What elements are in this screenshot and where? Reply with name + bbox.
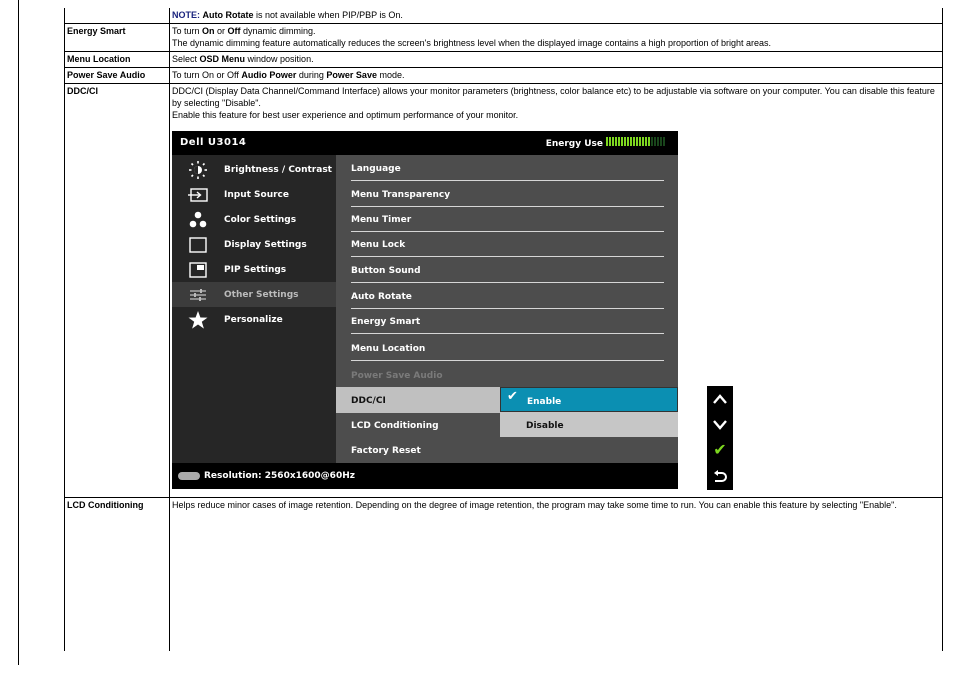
osd-menu-label: Other Settings <box>224 290 299 300</box>
row-description <box>170 52 943 68</box>
osd-submenu-label: Language <box>351 164 401 174</box>
check-icon: ✔ <box>507 389 518 404</box>
energy-bar-segment <box>642 137 644 146</box>
osd-title: Dell U3014 <box>180 137 247 148</box>
osd-submenu-item-menu-timer[interactable] <box>336 206 678 232</box>
row-description <box>170 8 943 24</box>
osd-option-enable[interactable] <box>500 387 678 412</box>
brightness-icon <box>188 161 208 179</box>
osd-menu-item-brightness[interactable] <box>172 157 336 182</box>
text: To turn On or Off <box>172 70 242 80</box>
osd-submenu-label: Button Sound <box>351 266 421 276</box>
osd-submenu-item-ddc-ci[interactable] <box>336 387 500 413</box>
osd-submenu-label: LCD Conditioning <box>351 421 439 431</box>
table-row <box>65 52 943 68</box>
energy-bar-segment <box>636 137 638 146</box>
row-description <box>170 84 943 498</box>
energy-use-meter <box>546 137 666 150</box>
osd-submenu-item-factory-reset[interactable] <box>336 437 678 463</box>
energy-bar-segment <box>624 137 626 146</box>
osd-main-menu <box>172 155 336 463</box>
text-bold: Power Save <box>326 70 377 80</box>
osd-submenu-label: Menu Location <box>351 344 426 354</box>
energy-bar-segment <box>651 137 653 146</box>
osd-menu-label: Display Settings <box>224 240 307 250</box>
osd-option-label: Enable <box>527 397 562 407</box>
energy-bar-segment <box>621 137 623 146</box>
color-settings-icon <box>188 211 208 229</box>
table-row <box>65 68 943 84</box>
osd-menu-label: Brightness / Contrast <box>224 165 332 175</box>
energy-bar-segment <box>627 137 629 146</box>
divider <box>351 333 664 334</box>
osd-submenu-item-energy-smart[interactable] <box>336 308 678 334</box>
osd-menu-item-input-source[interactable] <box>172 182 336 207</box>
down-arrow-icon[interactable] <box>707 412 733 438</box>
text: dynamic dimming. <box>240 26 316 36</box>
row-label: DDC/CI <box>65 84 170 498</box>
back-icon[interactable] <box>707 464 733 490</box>
text: window position. <box>245 54 314 64</box>
osd-submenu-item-auto-rotate[interactable] <box>336 283 678 309</box>
row-description <box>170 24 943 52</box>
osd-menu-label: Personalize <box>224 315 283 325</box>
star-icon <box>188 311 208 329</box>
table-row <box>65 498 943 652</box>
text-bold: Audio Power <box>241 70 297 80</box>
display-settings-icon <box>188 236 208 254</box>
energy-bar-segment <box>639 137 641 146</box>
energy-bar-segment <box>633 137 635 146</box>
osd-submenu-item-power-save-audio[interactable] <box>336 362 678 388</box>
osd-submenu-label: Energy Smart <box>351 317 421 327</box>
osd-submenu-label: Menu Timer <box>351 215 412 225</box>
osd-submenu <box>336 155 678 463</box>
settings-table <box>64 8 943 651</box>
osd-header <box>172 131 678 155</box>
text-bold: On <box>202 26 215 36</box>
pip-settings-icon <box>188 261 208 279</box>
osd-submenu-item-menu-lock[interactable] <box>336 231 678 257</box>
input-source-icon <box>188 186 208 204</box>
row-label: Menu Location <box>65 52 170 68</box>
energy-bar-segment <box>612 137 614 146</box>
row-label: Power Save Audio <box>65 68 170 84</box>
energy-bar-segment <box>606 137 608 146</box>
osd-nav-buttons <box>707 386 733 490</box>
energy-bar-segment <box>645 137 647 146</box>
page-left-rule <box>18 0 19 665</box>
osd-option-label: Disable <box>526 421 564 431</box>
text: during <box>296 70 327 80</box>
osd-submenu-item-menu-transparency[interactable] <box>336 181 678 207</box>
note-text: is not available when PIP/PBP is On. <box>253 10 403 20</box>
energy-smart-line2: The dynamic dimming feature automatically reduces the screen's brightness level when the displayed image contains a high proportion of bright areas. <box>172 38 772 48</box>
display-port-icon <box>178 472 200 480</box>
energy-bar-segment <box>609 137 611 146</box>
osd-submenu-label: Power Save Audio <box>351 371 443 381</box>
osd-submenu-label: Menu Transparency <box>351 190 451 200</box>
osd-menu-screenshot <box>172 131 678 489</box>
text: To turn <box>172 26 203 36</box>
osd-menu-label: Color Settings <box>224 215 297 225</box>
energy-bar-segment <box>615 137 617 146</box>
osd-option-disable[interactable] <box>500 412 678 437</box>
osd-submenu-label: DDC/CI <box>351 396 386 406</box>
energy-bar-segment <box>648 137 650 146</box>
ddc-ci-paragraph: Enable this feature for best user experience and optimum performance of your monitor. <box>172 110 519 120</box>
table-row <box>65 24 943 52</box>
osd-menu-item-display-settings[interactable] <box>172 232 336 257</box>
osd-submenu-label: Factory Reset <box>351 446 421 456</box>
ddc-ci-paragraph: DDC/CI (Display Data Channel/Command Interface) allows your monitor parameters (brightness, color balance etc) to be adjustable via software on your computer. You can disable this feature by selecting "Disable". <box>172 86 935 108</box>
energy-bar-segment <box>660 137 662 146</box>
energy-bar-segment <box>630 137 632 146</box>
row-label: LCD Conditioning <box>65 498 170 652</box>
osd-menu-label: Input Source <box>224 190 289 200</box>
osd-menu-item-personalize[interactable] <box>172 307 336 332</box>
row-label <box>65 8 170 24</box>
osd-menu-item-other-settings[interactable] <box>172 282 336 307</box>
row-description: Helps reduce minor cases of image retention. Depending on the degree of image retention, the program may take some time to run. You can enable this feature by selecting "Enable". <box>170 498 943 652</box>
divider <box>351 360 664 361</box>
energy-bar-segment <box>618 137 620 146</box>
text: Select <box>172 54 200 64</box>
table-row <box>65 8 943 24</box>
energy-bar-segment <box>657 137 659 146</box>
energy-bar-segment <box>654 137 656 146</box>
energy-bars <box>606 137 666 150</box>
note-label: NOTE: <box>172 10 200 20</box>
osd-footer <box>172 463 678 489</box>
row-label: Energy Smart <box>65 24 170 52</box>
note-bold-text: Auto Rotate <box>202 10 254 20</box>
row-description <box>170 68 943 84</box>
osd-submenu-label: Menu Lock <box>351 240 406 250</box>
text: or <box>214 26 228 36</box>
osd-menu-item-pip-settings[interactable] <box>172 257 336 282</box>
text-bold: OSD Menu <box>199 54 246 64</box>
osd-submenu-item-language[interactable] <box>336 155 678 181</box>
text: mode. <box>376 70 405 80</box>
osd-menu-label: PIP Settings <box>224 265 287 275</box>
check-icon[interactable]: ✔ <box>713 442 727 459</box>
osd-submenu-item-button-sound[interactable] <box>336 257 678 283</box>
osd-menu-item-color-settings[interactable] <box>172 207 336 232</box>
energy-smart-line1 <box>172 25 940 37</box>
osd-submenu-item-menu-location[interactable] <box>336 335 678 361</box>
other-settings-icon <box>188 286 208 304</box>
osd-submenu-label: Auto Rotate <box>351 292 412 302</box>
up-arrow-icon[interactable] <box>707 386 733 412</box>
resolution-text: Resolution: 2560x1600@60Hz <box>204 471 355 481</box>
table-row <box>65 84 943 498</box>
text-bold: Off <box>227 26 241 36</box>
energy-bar-segment <box>663 137 665 146</box>
energy-use-label: Energy Use <box>545 139 603 149</box>
